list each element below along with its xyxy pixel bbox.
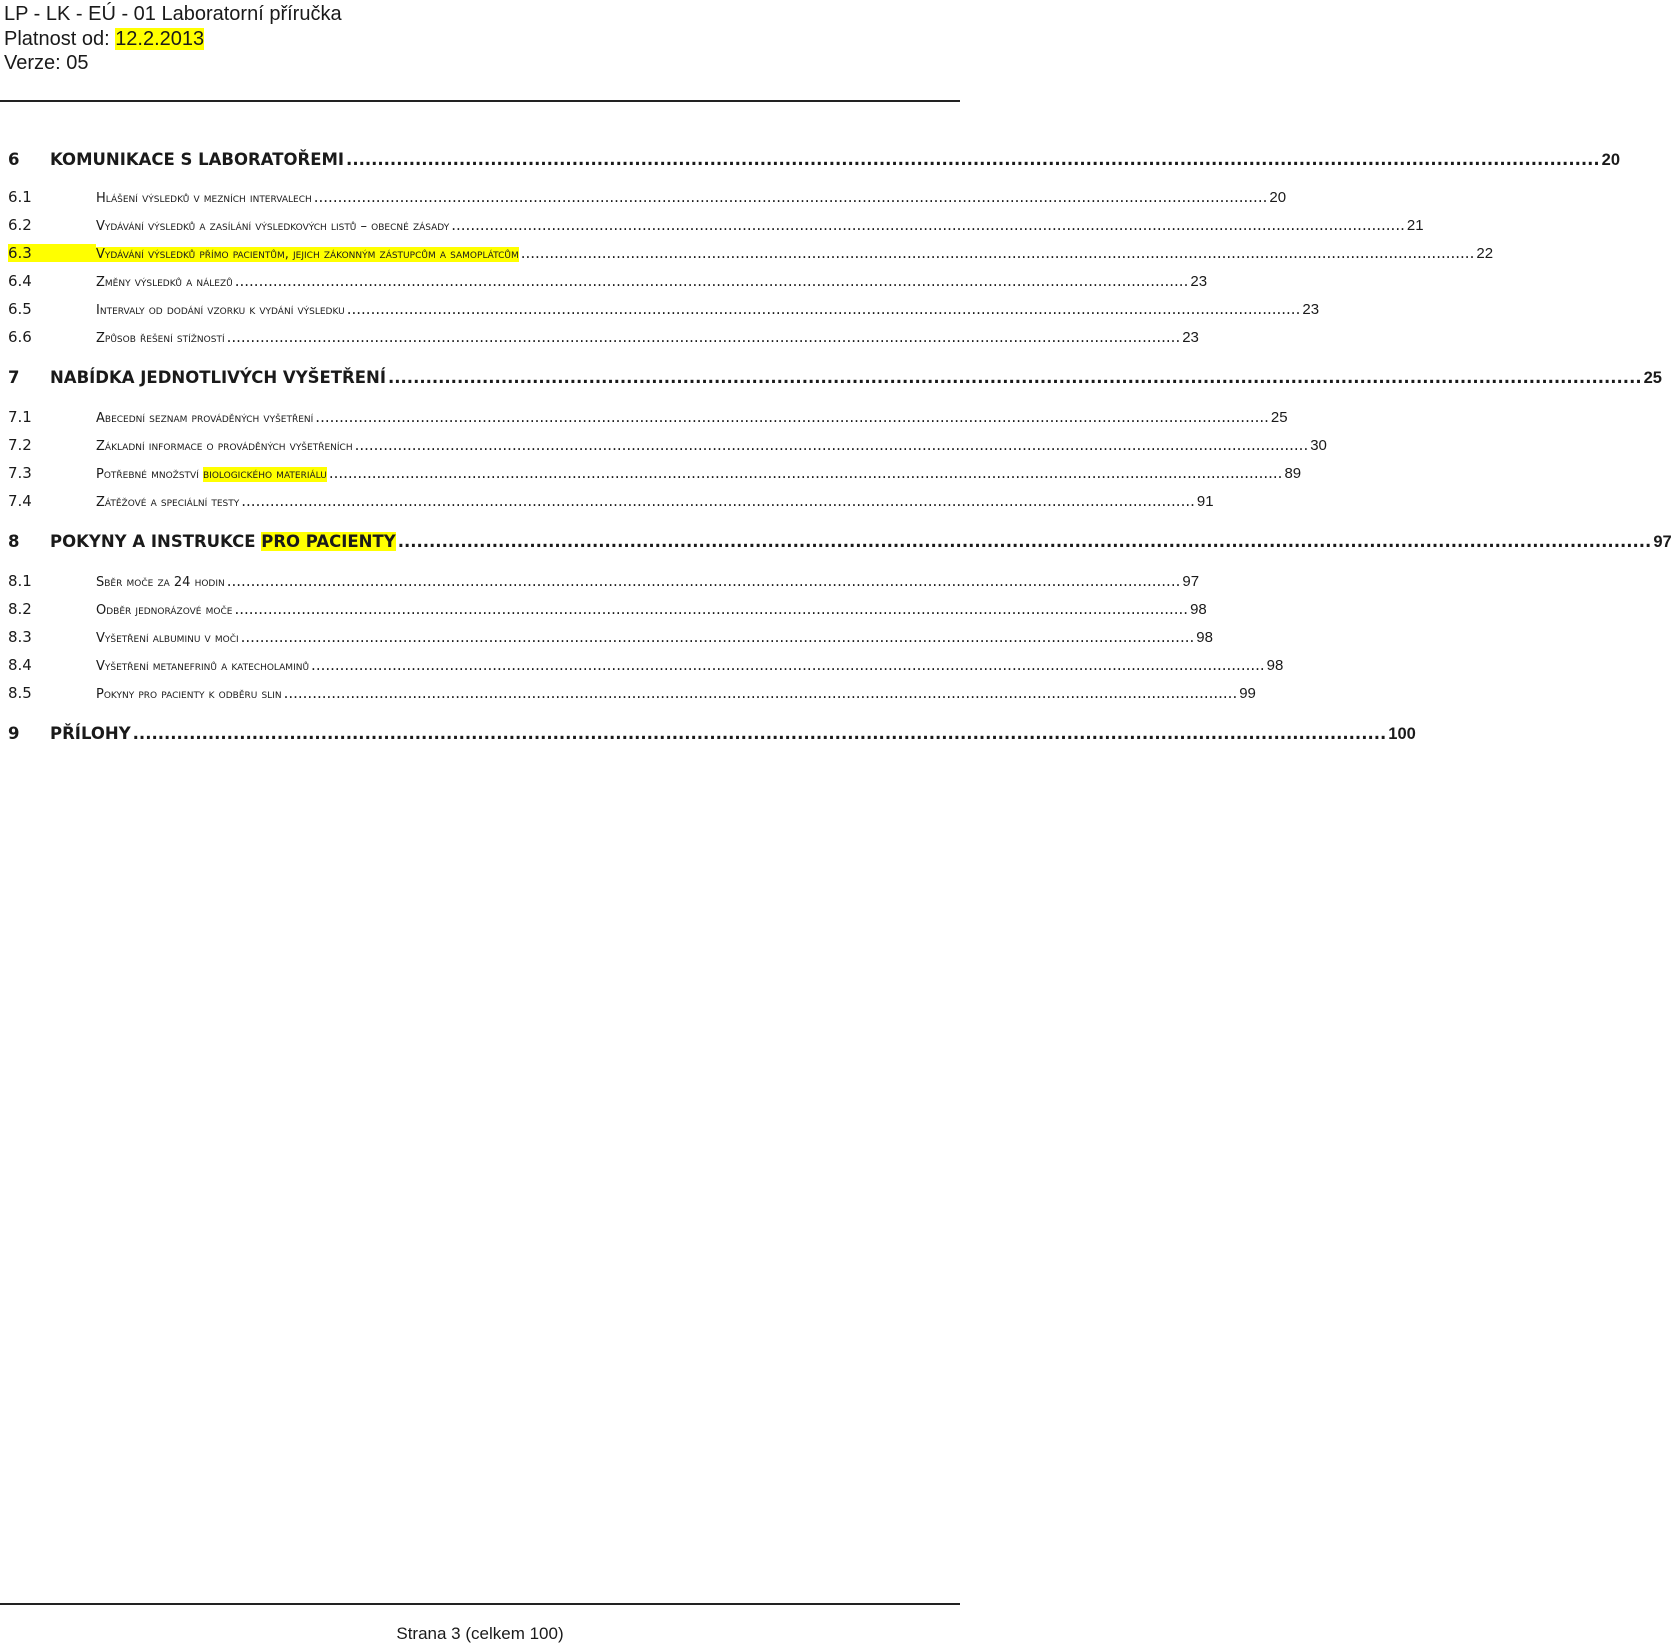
toc-title-plain: Potřebné množství xyxy=(96,467,203,482)
toc-number: 7.2 xyxy=(8,436,32,454)
toc-number: 6.4 xyxy=(8,272,32,290)
toc-entry-8-4[interactable] xyxy=(8,656,1284,680)
toc-number: 7.3 xyxy=(8,464,32,482)
toc-title-plain: POKYNY A INSTRUKCE xyxy=(50,532,262,551)
toc-number: 8.3 xyxy=(8,628,32,646)
toc-leader: ........................................................................................................................................................................................................ xyxy=(240,628,1195,646)
header-version: Verze: 05 xyxy=(4,52,89,74)
toc-entry-6-5[interactable] xyxy=(8,300,1320,324)
toc-page: 25 xyxy=(1643,369,1662,387)
toc-page: 21 xyxy=(1406,217,1424,234)
toc-title: NABÍDKA JEDNOTLIVÝCH VYŠETŘENÍ xyxy=(50,368,386,387)
toc-leader: ........................................................................................................................................................................................................ xyxy=(226,328,1181,346)
toc-number: 8.4 xyxy=(8,656,32,674)
toc-title: Vyšetření albuminu v moči xyxy=(96,631,239,646)
toc-page: 23 xyxy=(1182,329,1199,346)
toc-number: 6.5 xyxy=(8,300,32,318)
toc-title: Hlášení výsledků v mezních intervalech xyxy=(96,191,312,206)
toc-title: Zátěžové a speciální testy xyxy=(96,495,240,510)
toc-leader: ........................................................................................................................................................................................................ xyxy=(311,656,1265,674)
toc-leader: ........................................................................................................................................................................................................ xyxy=(283,684,1238,702)
toc-leader: ........................................................................................................................................................................................................ xyxy=(234,272,1189,290)
toc-entry-6-4[interactable] xyxy=(8,272,1208,296)
toc-leader: ........................................................................................................................................................................................................ xyxy=(328,464,1283,482)
toc-page: 99 xyxy=(1239,685,1256,702)
toc-number: 8.5 xyxy=(8,684,32,702)
toc-leader: ........................................................................................................................................................................................................ xyxy=(520,244,1475,262)
toc-title: Vydávání výsledků a zasílání výsledkových listů – obecné zásady xyxy=(96,219,450,234)
toc-number: 7 xyxy=(8,368,20,387)
toc-title-highlight: biologického materiálu xyxy=(203,467,327,482)
toc-entry-6-3[interactable] xyxy=(8,244,1494,268)
toc-leader: ........................................................................................................................................................................................................ xyxy=(388,368,1642,387)
toc-leader: ........................................................................................................................................................................................................ xyxy=(234,600,1189,618)
toc-number: 6 xyxy=(8,150,20,169)
toc-number: 6.6 xyxy=(8,328,32,346)
header-rule xyxy=(0,100,960,102)
toc-page: 98 xyxy=(1190,601,1207,618)
toc-page: 20 xyxy=(1601,151,1621,169)
toc-title xyxy=(96,467,327,482)
toc-page: 25 xyxy=(1270,409,1288,426)
footer-rule xyxy=(0,1603,960,1605)
toc-number: 8.2 xyxy=(8,600,32,618)
toc-entry-8-2[interactable] xyxy=(8,600,1207,624)
toc-entry-8-1[interactable] xyxy=(8,572,1200,596)
toc-leader: ........................................................................................................................................................................................................ xyxy=(346,300,1301,318)
toc-title: Intervaly od dodání vzorku k vydání výsledku xyxy=(96,303,345,318)
toc-title: Změny výsledků a nálezů xyxy=(96,275,233,290)
toc-page: 23 xyxy=(1190,273,1208,290)
toc-title xyxy=(50,532,396,551)
toc-page: 97 xyxy=(1182,573,1200,590)
toc-leader: ........................................................................................................................................................................................................ xyxy=(397,532,1652,551)
toc-title: Sběr moče za 24 hodin xyxy=(96,575,225,590)
toc-page: 98 xyxy=(1266,657,1284,674)
toc-title: Způsob řešení stížností xyxy=(96,331,225,346)
toc-page: 20 xyxy=(1269,189,1287,206)
toc-entry-8-5[interactable] xyxy=(8,684,1256,708)
toc-number: 6.3 xyxy=(8,244,96,262)
toc-entry-7-3[interactable] xyxy=(8,464,1302,488)
toc-title: Abecední seznam prováděných vyšetření xyxy=(96,411,314,426)
toc-page: 97 xyxy=(1653,533,1672,551)
toc-entry-8-3[interactable] xyxy=(8,628,1213,652)
valid-from-label: Platnost od: xyxy=(4,27,116,50)
toc-number: 8.1 xyxy=(8,572,32,590)
toc-entry-7-4[interactable] xyxy=(8,492,1214,516)
toc-title: Vydávání výsledků přímo pacientům, jejich zákonným zástupcům a samoplátcům xyxy=(96,247,519,262)
toc-page: 23 xyxy=(1302,301,1320,318)
document-header xyxy=(4,2,342,76)
toc-leader: ........................................................................................................................................................................................................ xyxy=(451,216,1405,234)
toc-title: Odběr jednorázové moče xyxy=(96,603,233,618)
header-title: LP - LK - EÚ - 01 Laboratorní příručka xyxy=(4,3,342,25)
toc-entry-8[interactable] xyxy=(8,532,1672,556)
toc-page: 91 xyxy=(1196,493,1214,510)
toc-entry-9[interactable] xyxy=(8,724,1416,748)
toc-leader: ........................................................................................................................................................................................................ xyxy=(354,436,1309,454)
toc-number: 7.1 xyxy=(8,408,32,426)
toc-title-highlight: PRO PACIENTY xyxy=(261,532,396,551)
toc-title: Vyšetření metanefrinů a katecholaminů xyxy=(96,659,310,674)
toc-title: PŘÍLOHY xyxy=(50,724,131,743)
toc-leader: ........................................................................................................................................................................................................ xyxy=(241,492,1195,510)
toc-leader: ........................................................................................................................................................................................................ xyxy=(226,572,1181,590)
toc-entry-6[interactable] xyxy=(8,150,1621,174)
toc-title: Základní informace o prováděných vyšetřeních xyxy=(96,439,353,454)
toc-number: 8 xyxy=(8,532,20,551)
valid-from-date: 12.2.2013 xyxy=(115,27,205,50)
toc-page: 100 xyxy=(1388,725,1416,743)
page-number-footer: Strana 3 (celkem 100) xyxy=(396,1624,564,1643)
toc-entry-6-6[interactable] xyxy=(8,328,1199,352)
toc-leader: ........................................................................................................................................................................................................ xyxy=(315,408,1269,426)
toc-page: 89 xyxy=(1284,465,1302,482)
toc-page: 30 xyxy=(1310,437,1327,454)
toc-leader: ........................................................................................................................................................................................................ xyxy=(346,150,1600,169)
toc-number: 7.4 xyxy=(8,492,32,510)
toc-number: 9 xyxy=(8,724,20,743)
toc-entry-6-1[interactable] xyxy=(8,188,1287,212)
toc-entry-6-2[interactable] xyxy=(8,216,1424,240)
toc-entry-7-1[interactable] xyxy=(8,408,1288,432)
header-valid-from xyxy=(4,27,342,52)
toc-leader: ........................................................................................................................................................................................................ xyxy=(132,724,1387,743)
toc-entry-7[interactable] xyxy=(8,368,1662,392)
toc-page: 98 xyxy=(1196,629,1213,646)
toc-entry-7-2[interactable] xyxy=(8,436,1327,460)
toc-number: 6.2 xyxy=(8,216,32,234)
toc-title: Pokyny pro pacienty k odběru slin xyxy=(96,687,282,702)
toc-number: 6.1 xyxy=(8,188,32,206)
toc-page: 22 xyxy=(1476,245,1494,262)
toc-leader: ........................................................................................................................................................................................................ xyxy=(313,188,1268,206)
toc-title: KOMUNIKACE S LABORATOŘEMI xyxy=(50,150,345,169)
